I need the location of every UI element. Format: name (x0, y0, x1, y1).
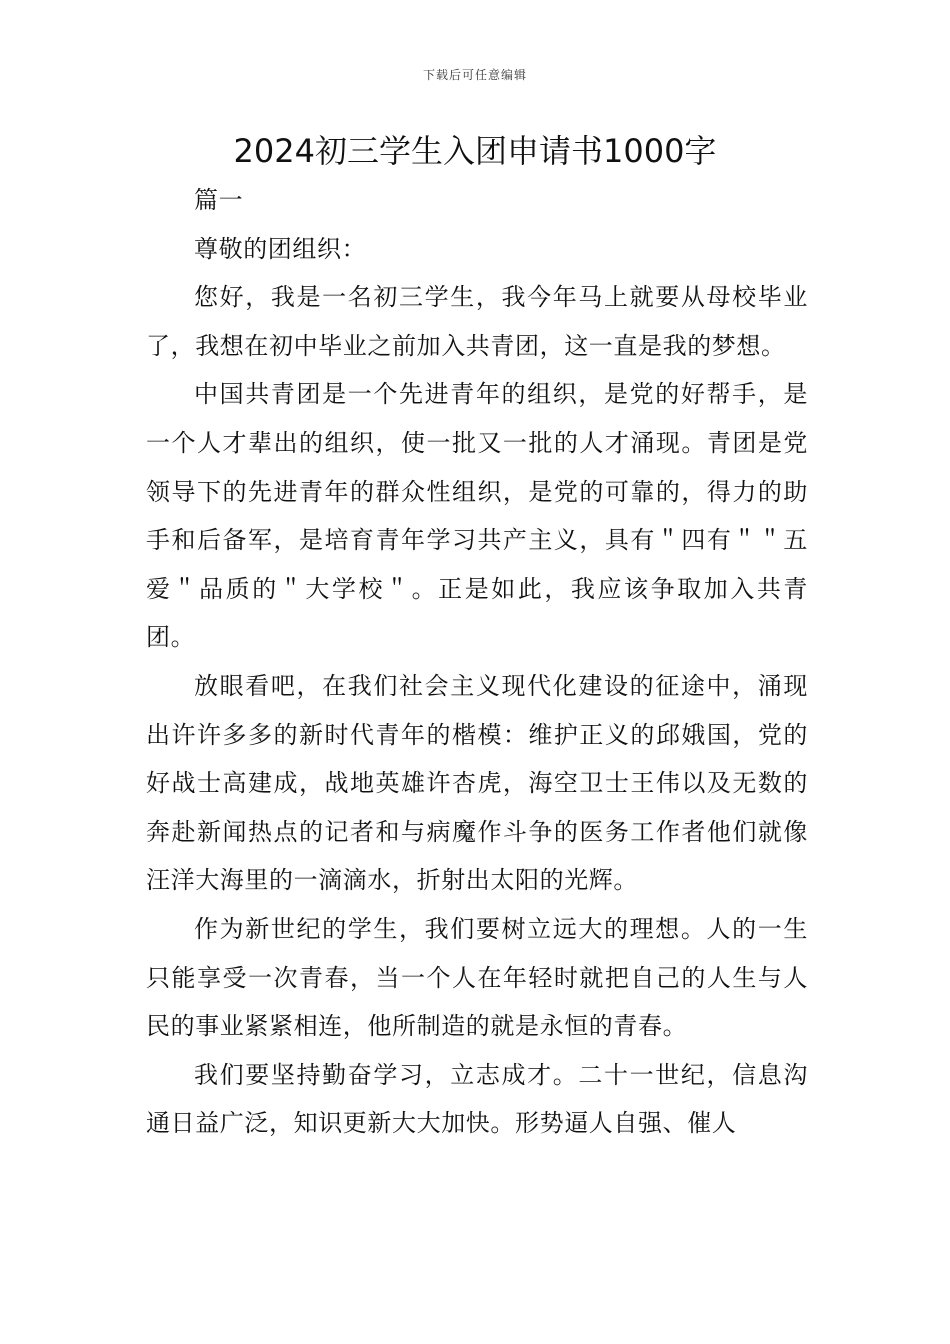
section-label: 篇一 (194, 186, 244, 214)
document-title: 2024初三学生入团申请书1000字 (233, 132, 717, 170)
header-note: 下载后可任意编辑 (422, 68, 527, 82)
document-body (146, 176, 808, 1148)
body-paragraph: 您好，我是一名初三学生，我今年马上就要从母校毕业了，我想在初中毕业之前加入共青团，这一直是我的梦想。 (146, 283, 808, 360)
body-paragraph: 我们要坚持勤奋学习，立志成才。二十一世纪，信息沟通日益广泛，知识更新大大加快。形势逼人自强、催人 (146, 1060, 808, 1138)
body-paragraph: 作为新世纪的学生，我们要树立远大的理想。人的一生只能享受一次青春，当一个人在年轻时就把自己的人生与人民的事业紧紧相连，他所制造的就是永恒的青春。 (146, 914, 808, 1041)
salutation: 尊敬的团组织： (194, 234, 367, 263)
body-paragraph: 放眼看吧，在我们社会主义现代化建设的征途中，涌现出许许多多的新时代青年的楷模：维护正义的邱娥国，党的好战士高建成，战地英雄许杏虎，海空卫士王伟以及无数的奔赴新闻热点的记者和与病魔作斗争的医务工作者他们就像汪洋大海里的一滴滴水，折射出太阳的光辉。 (146, 671, 808, 895)
body-paragraph: 中国共青团是一个先进青年的组织，是党的好帮手，是一个人才辈出的组织，使一批又一批的人才涌现。青团是党领导下的先进青年的群众性组织，是党的可靠的，得力的助手和后备军，是培育青年学习共产主义，具有＂四有＂＂五爱＂品质的＂大学校＂。正是如此，我应该争取加入共青团。 (146, 380, 808, 652)
